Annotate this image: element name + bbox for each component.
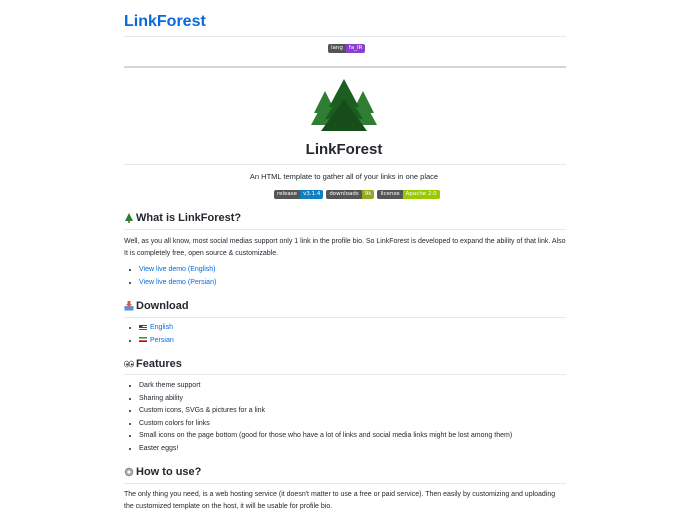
list-item: • Small icons on the page bottom (good for those who have a lot of links and social media links might be lost among them) [139,430,512,443]
list-item [139,277,216,290]
divider [124,66,566,68]
badge-label: license [377,190,402,199]
badge-label: release [274,190,300,199]
list-item: • Dark theme support [139,380,512,393]
us-flag-icon [139,325,147,330]
linkforest-logo [309,77,379,131]
download-english-link[interactable]: English [150,324,173,331]
site-title[interactable]: LinkForest [124,13,206,30]
divider [124,36,566,37]
lang-badge-label: lang [328,44,346,53]
list-item [139,322,174,335]
download-persian-link[interactable]: Persian [150,336,174,344]
hero-description: An HTML template to gather all of your links in one place [249,172,439,181]
demo-link-english[interactable]: View live demo (English) [139,266,216,273]
about-paragraph: Well, as you all know, most social medias support only 1 link in the profile bio. So LinkForest is developed to expand the ability of that link. Also It is completely free, open source & customizable. [124,238,566,257]
list-item: • Custom icons, SVGs & pictures for a link [139,405,512,418]
section-heading-text: Download [136,300,189,312]
section-heading-download [124,300,189,312]
release-badge[interactable] [274,190,323,199]
badge-value: 9k [362,190,375,199]
section-heading-howto [124,466,201,478]
divider [124,483,566,484]
list-item: • Easter eggs! [139,443,512,456]
divider [124,374,566,375]
list-item: • Custom colors for links [139,418,512,431]
section-heading-about [124,212,241,224]
section-heading-text: Features [136,358,182,370]
download-list [124,322,174,347]
divider [124,164,566,165]
badge-label: downloads [326,190,361,199]
features-list [124,380,512,455]
divider [124,229,566,230]
list-item: • Sharing ability [139,393,512,406]
list-item [139,335,174,348]
badge-value: Apache 2.0 [403,190,440,199]
tree-icon [124,213,134,223]
lang-badge-value: fa_IR [346,44,366,53]
demo-link-persian[interactable]: View live demo (Persian) [139,278,217,286]
gear-icon [124,467,134,477]
badge-value: v3.1.4 [300,190,323,199]
license-badge[interactable] [377,190,439,199]
badge-row [274,190,440,199]
iran-flag-icon [139,337,147,342]
demo-links [124,264,216,289]
lang-badge[interactable] [328,44,365,53]
downloads-badge[interactable] [326,190,374,199]
section-heading-text: How to use? [136,466,202,478]
hero-title: LinkForest [305,141,383,158]
divider [124,317,566,318]
list-item [139,264,216,277]
howto-paragraph: The only thing you need, is a web hosting service (it doesn't matter to use a free or paid service). Then easily by customizing and uploading the customized template on the host, it will be usable for profile bio. [124,491,556,510]
inbox-tray-icon [124,301,134,311]
section-heading-features [124,358,182,370]
section-heading-text: What is LinkForest? [136,212,242,224]
eyes-icon [124,359,134,369]
